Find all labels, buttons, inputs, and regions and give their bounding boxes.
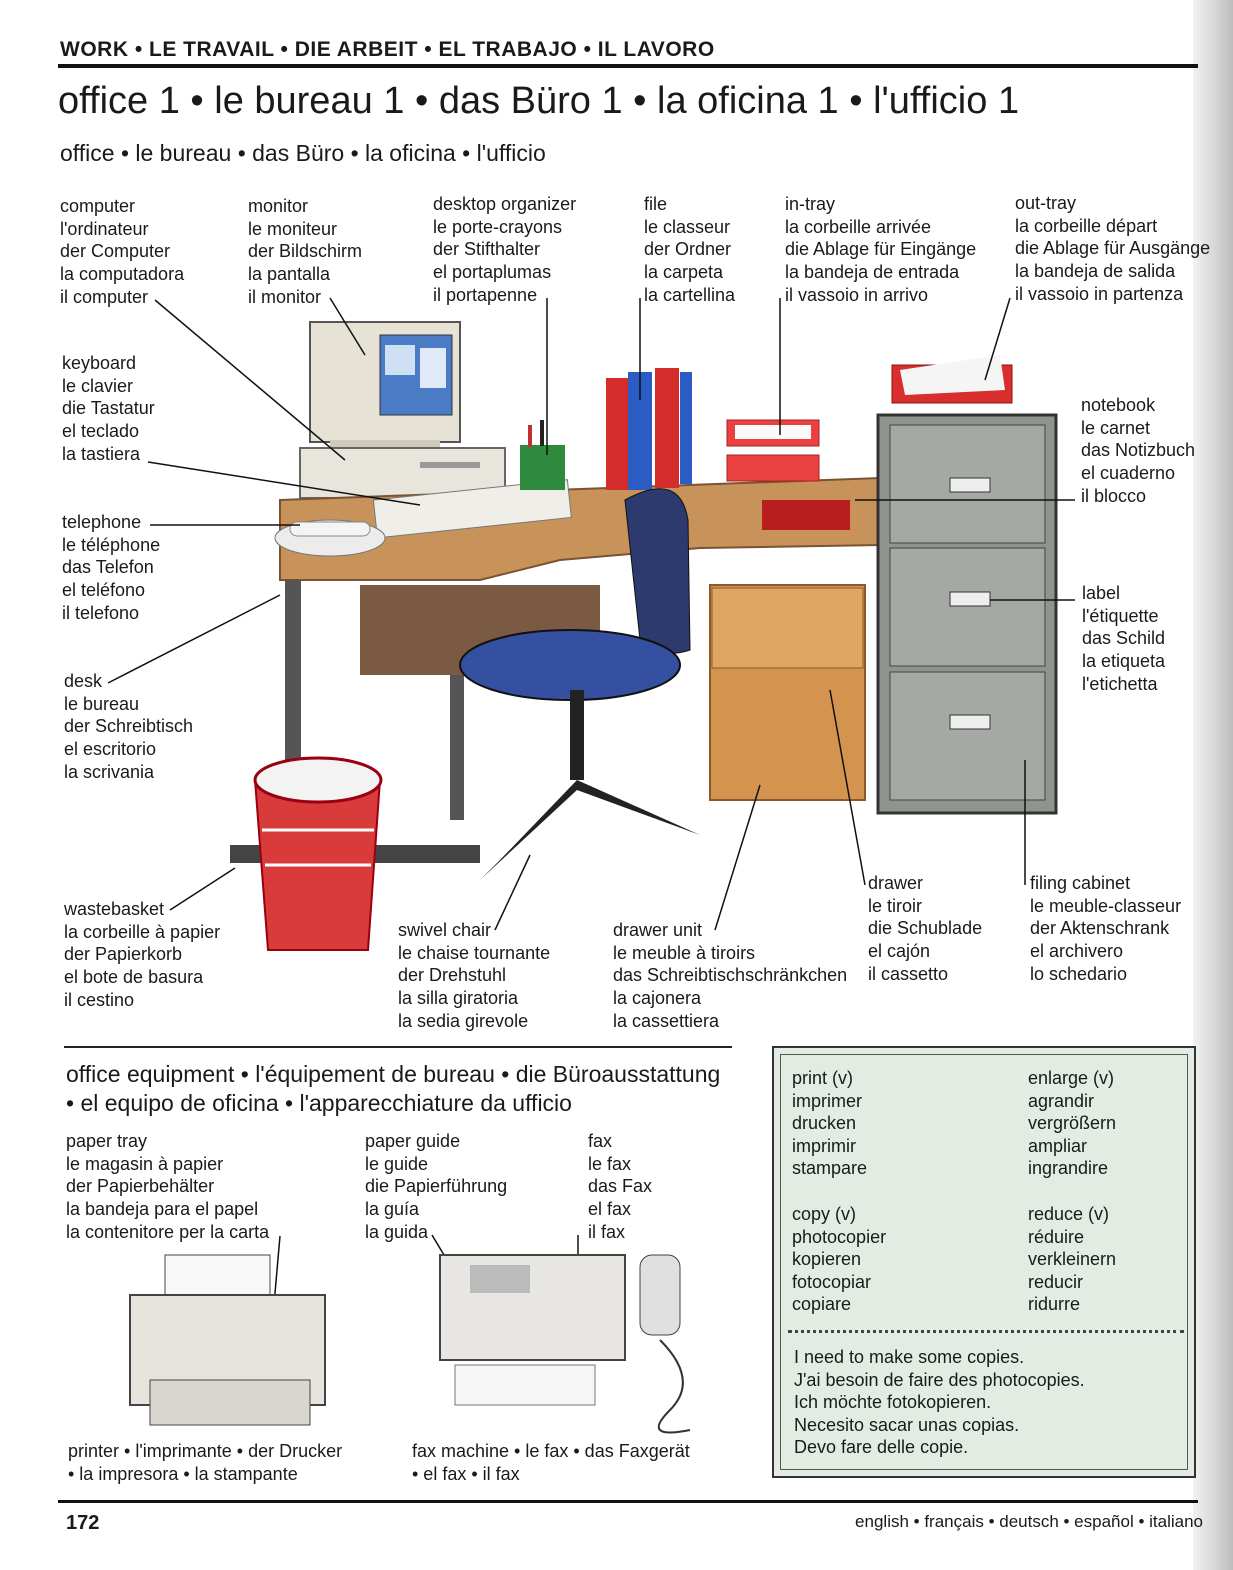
term-fr: le clavier — [62, 375, 134, 396]
page-number: 172 — [66, 1512, 100, 1534]
term-it: il computer — [60, 286, 149, 307]
term-de: das Telefon — [62, 557, 154, 578]
term-it: la contenitore per la carta — [66, 1221, 270, 1242]
label-monitor — [248, 195, 362, 309]
term-en: out-tray — [1015, 193, 1077, 213]
term-es: la bandeja para el papel — [66, 1199, 259, 1220]
term-it: la scrivania — [64, 761, 155, 782]
term-fr: le téléphone — [62, 534, 161, 555]
label-fax — [588, 1130, 652, 1244]
page-subtitle: office • le bureau • das Büro • la oficina • l'ufficio — [60, 140, 546, 166]
file-illustration — [606, 368, 692, 490]
term-es: la silla giratoria — [398, 988, 519, 1009]
term-it: il vassoio in partenza — [1015, 283, 1184, 304]
vocab-reduce: reduce (v) réduire verkleinern reducir ridurre — [1028, 1204, 1117, 1314]
equipment-title — [66, 1060, 720, 1118]
label-notebook — [1081, 394, 1195, 508]
term-en: fax — [588, 1131, 613, 1151]
term-es: la computadora — [60, 264, 185, 285]
label-out-tray — [1015, 192, 1210, 306]
term-de: der Ordner — [644, 239, 732, 260]
term-en: keyboard — [62, 353, 137, 373]
term-es: la carpeta — [644, 262, 724, 283]
term-es: la etiqueta — [1082, 651, 1166, 672]
label-desk — [64, 670, 193, 784]
term-fr: l'étiquette — [1082, 605, 1159, 626]
term-fr: le moniteur — [248, 218, 338, 239]
notebook-illustration — [762, 500, 850, 530]
term-it: il telefono — [62, 602, 140, 623]
monitor-illustration — [310, 322, 460, 454]
term-it: la tastiera — [62, 443, 141, 464]
term-fr: le classeur — [644, 216, 731, 237]
term-it: l'etichetta — [1082, 673, 1158, 694]
term-it: la cassettiera — [613, 1010, 720, 1031]
term-es: la guía — [365, 1199, 420, 1220]
label-label — [1082, 582, 1165, 696]
term-fr: le meuble-classeur — [1030, 895, 1182, 916]
term-it: lo schedario — [1030, 963, 1128, 984]
label-filing-cabinet — [1030, 872, 1181, 986]
term-fr: la corbeille départ — [1015, 215, 1158, 236]
label-paper-tray — [66, 1130, 269, 1244]
term-de: die Schublade — [868, 918, 983, 939]
term-es: la cajonera — [613, 988, 702, 1009]
term-it: il monitor — [248, 286, 322, 307]
printer-caption-line2: • la impresora • la stampante — [68, 1464, 298, 1484]
term-it: il blocco — [1081, 485, 1147, 506]
label-computer — [60, 195, 184, 309]
vocab-divider — [788, 1330, 1184, 1333]
term-de: der Schreibtisch — [64, 716, 194, 737]
term-de: der Bildschirm — [248, 241, 363, 262]
term-en: drawer unit — [613, 920, 703, 940]
term-it: il fax — [588, 1221, 626, 1242]
term-de: der Aktenschrank — [1030, 918, 1170, 939]
term-it: il vassoio in arrivo — [785, 284, 929, 305]
section-header: WORK • LE TRAVAIL • DIE ARBEIT • EL TRABAJO • IL LAVORO — [60, 38, 715, 61]
term-it: il cestino — [64, 989, 135, 1010]
fax-machine-illustration — [440, 1255, 690, 1433]
label-wastebasket — [64, 898, 220, 1012]
term-fr: le bureau — [64, 693, 140, 714]
fax-caption-line2: • el fax • il fax — [412, 1464, 520, 1484]
desktop-organizer-illustration — [520, 420, 565, 490]
label-desktop-organizer — [433, 193, 576, 307]
term-fr: la corbeille arrivée — [785, 216, 932, 237]
equipment-rule — [64, 1046, 732, 1048]
term-fr: le meuble à tiroirs — [613, 942, 756, 963]
term-de: der Papierkorb — [64, 944, 183, 965]
filing-cabinet-illustration — [878, 415, 1056, 813]
term-fr: le porte-crayons — [433, 216, 563, 237]
term-es: el portaplumas — [433, 262, 552, 283]
wastebasket-illustration — [255, 758, 381, 950]
term-en: filing cabinet — [1030, 873, 1131, 893]
printer-caption-line1: printer • l'imprimante • der Drucker — [68, 1441, 343, 1461]
out-tray-illustration — [892, 355, 1012, 403]
label-swivel-chair — [398, 919, 550, 1033]
term-de: der Drehstuhl — [398, 965, 507, 986]
drawer-unit-illustration — [710, 585, 865, 800]
term-it: la cartellina — [644, 284, 736, 305]
term-en: notebook — [1081, 395, 1156, 415]
term-de: das Notizbuch — [1081, 440, 1196, 461]
term-es: la bandeja de salida — [1015, 261, 1176, 282]
term-de: die Ablage für Ausgänge — [1015, 238, 1211, 259]
label-telephone — [62, 511, 160, 625]
equipment-title-line2: • el equipo de oficina • l'apparecchiature da ufficio — [66, 1090, 572, 1116]
label-keyboard — [62, 352, 155, 466]
term-es: el teléfono — [62, 580, 146, 601]
label-paper-guide — [365, 1130, 507, 1244]
vocab-print: print (v) imprimer drucken imprimir stampare — [792, 1068, 868, 1178]
term-en: swivel chair — [398, 920, 492, 940]
term-es: el fax — [588, 1199, 632, 1220]
label-drawer-unit — [613, 919, 847, 1033]
page-title: office 1 • le bureau 1 • das Büro 1 • la oficina 1 • l'ufficio 1 — [58, 80, 1020, 122]
equipment-title-line1: office equipment • l'équipement de bureau • die Büroausstattung — [66, 1061, 721, 1087]
label-file — [644, 193, 735, 307]
term-it: il portapenne — [433, 284, 538, 305]
term-en: desktop organizer — [433, 194, 577, 214]
term-en: file — [644, 194, 668, 214]
term-it: la guida — [365, 1221, 429, 1242]
term-en: paper tray — [66, 1131, 148, 1151]
term-de: der Papierbehälter — [66, 1176, 215, 1197]
term-it: il cassetto — [868, 963, 949, 984]
term-fr: le chaise tournante — [398, 942, 551, 963]
term-de: der Stifthalter — [433, 239, 541, 260]
fax-machine-caption — [412, 1440, 690, 1486]
term-fr: la corbeille à papier — [64, 921, 221, 942]
term-en: in-tray — [785, 194, 836, 214]
term-es: el archivero — [1030, 941, 1124, 962]
in-tray-illustration — [727, 420, 819, 481]
label-in-tray — [785, 193, 976, 307]
term-fr: le guide — [365, 1153, 429, 1174]
term-es: el cajón — [868, 941, 931, 962]
term-es: el bote de basura — [64, 967, 204, 988]
term-en: label — [1082, 583, 1121, 603]
printer-illustration — [130, 1255, 325, 1425]
vocab-copy: copy (v) photocopier kopieren fotocopiar copiare — [792, 1204, 887, 1314]
term-de: die Papierführung — [365, 1176, 508, 1197]
term-fr: le carnet — [1081, 417, 1151, 438]
term-fr: l'ordinateur — [60, 218, 149, 239]
term-es: el teclado — [62, 421, 140, 442]
bottom-rule — [58, 1500, 1198, 1503]
term-de: die Tastatur — [62, 398, 155, 419]
term-de: das Schreibtischschränkchen — [613, 965, 848, 986]
term-es: el escritorio — [64, 739, 157, 760]
term-fr: le magasin à papier — [66, 1153, 224, 1174]
fax-caption-line1: fax machine • le fax • das Faxgerät — [412, 1441, 690, 1461]
vocab-enlarge: enlarge (v) agrandir vergrößern ampliar ingrandire — [1028, 1068, 1117, 1178]
term-en: paper guide — [365, 1131, 461, 1151]
term-es: la bandeja de entrada — [785, 262, 960, 283]
term-en: computer — [60, 196, 136, 216]
term-de: das Fax — [588, 1176, 653, 1197]
label-drawer — [868, 872, 982, 986]
term-en: wastebasket — [64, 899, 165, 919]
term-es: la pantalla — [248, 264, 331, 285]
term-fr: le tiroir — [868, 895, 923, 916]
term-en: telephone — [62, 512, 142, 532]
footer-languages: english • français • deutsch • español • italiano — [855, 1512, 1203, 1531]
term-es: el cuaderno — [1081, 463, 1176, 484]
term-fr: le fax — [588, 1153, 632, 1174]
term-de: das Schild — [1082, 628, 1166, 649]
printer-caption — [68, 1440, 342, 1486]
example-phrases: I need to make some copies. J'ai besoin de faire des photocopies. Ich möchte fotokopieren. Necesito sacar unas copias. Devo fare delle copie. — [794, 1347, 1085, 1458]
term-de: der Computer — [60, 241, 171, 262]
term-de: die Ablage für Eingänge — [785, 239, 977, 260]
term-en: desk — [64, 671, 103, 691]
term-it: la sedia girevole — [398, 1010, 529, 1031]
term-en: drawer — [868, 873, 924, 893]
term-en: monitor — [248, 196, 309, 216]
